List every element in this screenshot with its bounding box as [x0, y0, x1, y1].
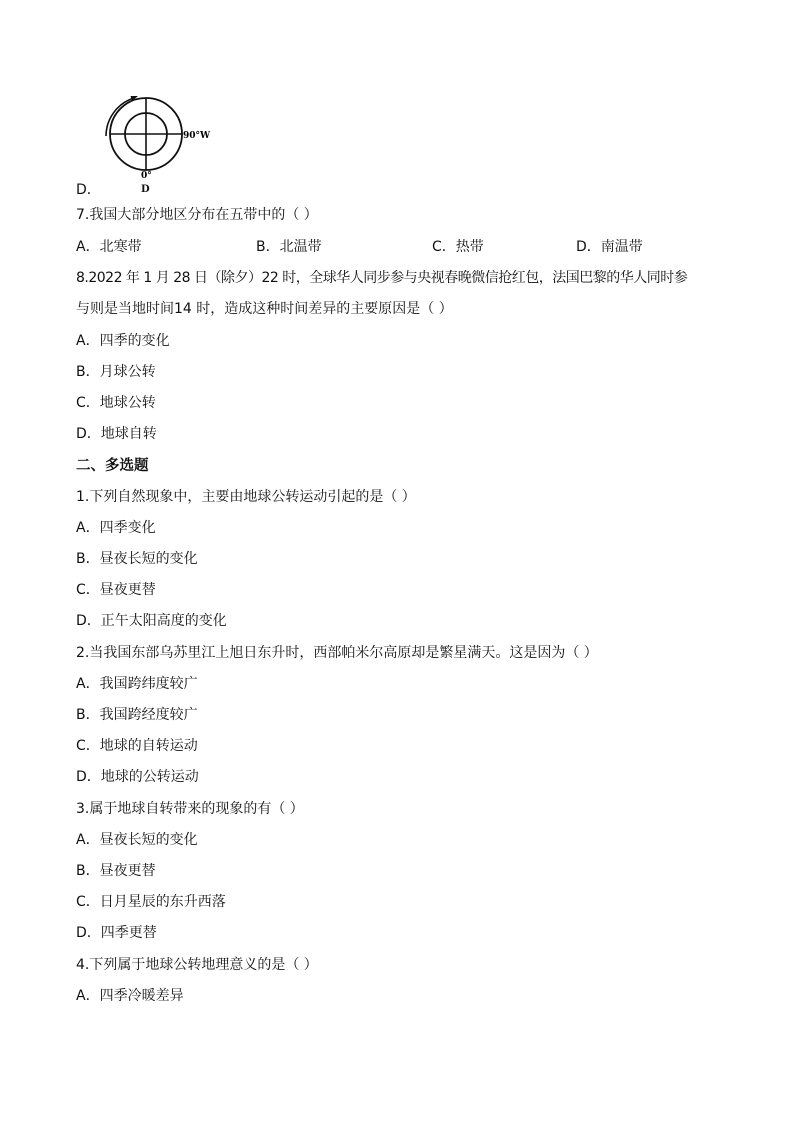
multi-question-1-option-d: D．正午太阳高度的变化: [76, 613, 227, 629]
question-7-option-a: A．北寒带: [76, 239, 142, 255]
section-title-multiple-choice: 二、多选题: [76, 458, 149, 474]
option-d-label: D．: [76, 182, 101, 198]
question-7-option-d: D．南温带: [576, 239, 643, 255]
multi-question-2-option-c: C．地球的自转运动: [76, 738, 198, 754]
multi-question-4-option-a: A．四季冷暖差异: [76, 988, 184, 1004]
question-8-option-b: B．月球公转: [76, 364, 156, 380]
multi-question-2-option-b: B．我国跨经度较广: [76, 707, 198, 723]
multi-question-2-stem: 2.当我国东部乌苏里江上旭日东升时，西部帕米尔高原却是繁星满天。这是因为（ ）: [76, 645, 598, 661]
label-90w: 90°W: [183, 131, 211, 141]
question-8-option-c: C．地球公转: [76, 395, 156, 411]
multi-question-3-stem: 3.属于地球自转带来的现象的有（ ）: [76, 801, 304, 817]
multi-question-1-option-c: C．昼夜更替: [76, 582, 156, 598]
diagram-caption: D: [141, 184, 150, 195]
question-8-stem-line-1: 8.2022 年 1 月 28 日（除夕）22 时，全球华人同步参与央视春晚微信抢红包，法国巴黎的华人同时参: [76, 270, 688, 286]
multi-question-3-option-a: A．昼夜长短的变化: [76, 832, 198, 848]
multi-question-4-stem: 4.下列属于地球公转地理意义的是（ ）: [76, 957, 318, 973]
polar-diagram-d: [100, 96, 220, 188]
multi-question-1-stem: 1.下列自然现象中，主要由地球公转运动引起的是（ ）: [76, 489, 416, 505]
multi-question-2-option-d: D．地球的公转运动: [76, 769, 199, 785]
label-0-degree: 0°: [141, 171, 152, 181]
question-8-option-a: A．四季的变化: [76, 333, 170, 349]
question-8-stem-line-2: 与则是当地时间14 时，造成这种时间差异的主要原因是（ ）: [76, 301, 453, 317]
multi-question-1-option-b: B．昼夜长短的变化: [76, 551, 198, 567]
multi-question-3-option-c: C．日月星辰的东升西落: [76, 894, 226, 910]
question-7-option-c: C．热带: [432, 239, 484, 255]
multi-question-2-option-a: A．我国跨纬度较广: [76, 676, 198, 692]
question-7-option-b: B．北温带: [256, 239, 322, 255]
multi-question-3-option-d: D．四季更替: [76, 925, 157, 941]
multi-question-3-option-b: B．昼夜更替: [76, 863, 156, 879]
multi-question-1-option-a: A．四季变化: [76, 520, 156, 536]
question-8-option-d: D．地球自转: [76, 426, 157, 442]
question-7-stem: 7.我国大部分地区分布在五带中的（ ）: [76, 207, 318, 223]
